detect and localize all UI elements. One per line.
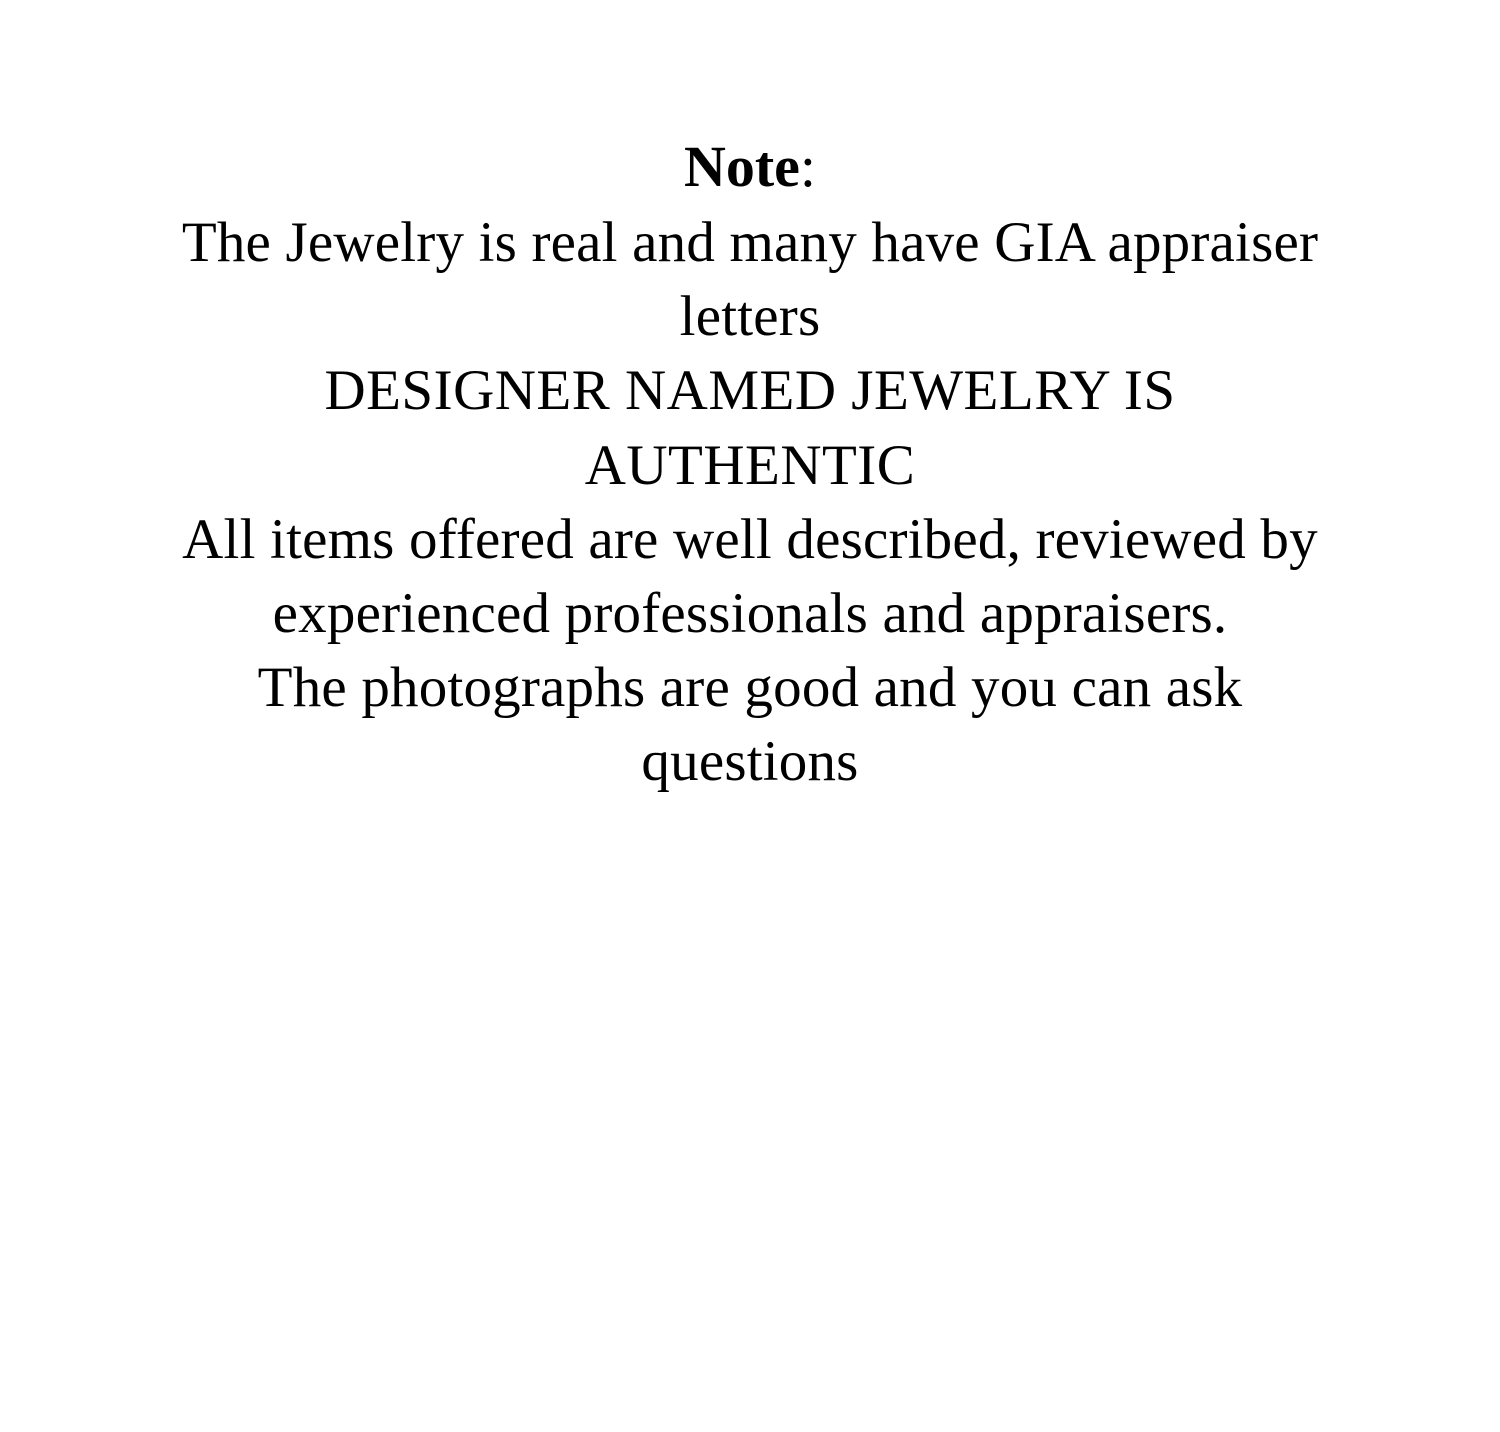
note-line-1: The Jewelry is real and many have GIA appraiser letters [181,211,1319,349]
note-heading [160,130,1340,204]
note-heading-colon: : [799,134,817,199]
note-line-4: The photographs are good and you can ask questions [257,655,1243,793]
note-line-3: All items offered are well described, reviewed by experienced professionals and appraisers. [182,507,1318,645]
note-line-2: DESIGNER NAMED JEWELRY IS AUTHENTIC [324,359,1176,497]
note-block [160,130,1340,799]
note-heading-lead: Note [683,134,800,199]
